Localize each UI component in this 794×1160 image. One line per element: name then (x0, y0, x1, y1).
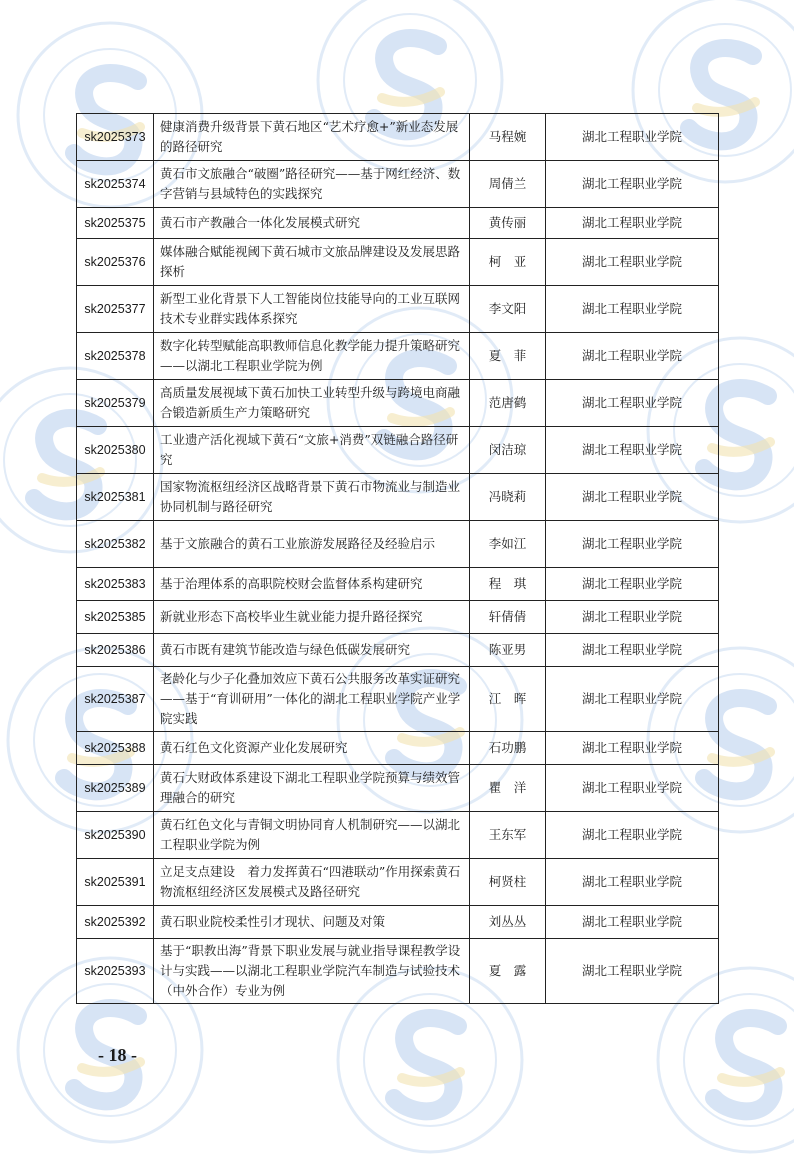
institution-cell: 湖北工程职业学院 (546, 568, 719, 601)
institution-cell: 湖北工程职业学院 (546, 427, 719, 474)
researcher-name-cell: 柯贤柱 (470, 859, 546, 906)
institution-cell: 湖北工程职业学院 (546, 732, 719, 765)
project-id-cell: sk2025379 (77, 380, 154, 427)
project-id-cell: sk2025390 (77, 812, 154, 859)
project-title-cell: 媒体融合赋能视阈下黄石城市文旅品牌建设及发展思路探析 (154, 239, 470, 286)
institution-cell: 湖北工程职业学院 (546, 906, 719, 939)
project-id-cell: sk2025386 (77, 634, 154, 667)
project-id-cell: sk2025374 (77, 161, 154, 208)
table-row (77, 239, 719, 286)
project-title-cell: 基于“职教出海”背景下职业发展与就业指导课程教学设计与实践——以湖北工程职业学院汽车制造与试验技术（中外合作）专业为例 (154, 939, 470, 1004)
institution-cell: 湖北工程职业学院 (546, 474, 719, 521)
project-id-cell: sk2025377 (77, 286, 154, 333)
researcher-name-cell: 石功鹏 (470, 732, 546, 765)
project-id-cell: sk2025376 (77, 239, 154, 286)
researcher-name-cell: 周倩兰 (470, 161, 546, 208)
table-row (77, 732, 719, 765)
table-row (77, 939, 719, 1004)
project-title-cell: 国家物流枢纽经济区战略背景下黄石市物流业与制造业协同机制与路径研究 (154, 474, 470, 521)
researcher-name-cell: 李如江 (470, 521, 546, 568)
project-id-cell: sk2025383 (77, 568, 154, 601)
project-title-cell: 黄石红色文化与青铜文明协同育人机制研究——以湖北工程职业学院为例 (154, 812, 470, 859)
table-row (77, 568, 719, 601)
project-title-cell: 基于治理体系的高职院校财会监督体系构建研究 (154, 568, 470, 601)
table-body (77, 114, 719, 1004)
project-id-cell: sk2025391 (77, 859, 154, 906)
project-id-cell: sk2025380 (77, 427, 154, 474)
project-title-cell: 黄石市文旅融合“破圈”路径研究——基于网红经济、数字营销与县域特色的实践探究 (154, 161, 470, 208)
researcher-name-cell: 江 晖 (470, 667, 546, 732)
table-row (77, 667, 719, 732)
researcher-name-cell: 闵洁琼 (470, 427, 546, 474)
institution-cell: 湖北工程职业学院 (546, 939, 719, 1004)
researcher-name-cell: 陈亚男 (470, 634, 546, 667)
project-id-cell: sk2025381 (77, 474, 154, 521)
researcher-name-cell: 冯晓莉 (470, 474, 546, 521)
researcher-name-cell: 刘丛丛 (470, 906, 546, 939)
table-row (77, 859, 719, 906)
institution-cell: 湖北工程职业学院 (546, 333, 719, 380)
table-row (77, 474, 719, 521)
researcher-name-cell: 夏 露 (470, 939, 546, 1004)
project-title-cell: 老龄化与少子化叠加效应下黄石公共服务改革实证研究——基于“育训研用”一体化的湖北工程职业学院产业学院实践 (154, 667, 470, 732)
project-id-cell: sk2025393 (77, 939, 154, 1004)
project-title-cell: 健康消费升级背景下黄石地区“艺术疗愈+”新业态发展的路径研究 (154, 114, 470, 161)
institution-cell: 湖北工程职业学院 (546, 601, 719, 634)
researcher-name-cell: 范唐鹤 (470, 380, 546, 427)
table-row (77, 521, 719, 568)
project-title-cell: 新就业形态下高校毕业生就业能力提升路径探究 (154, 601, 470, 634)
project-title-cell: 黄石市产教融合一体化发展模式研究 (154, 208, 470, 239)
project-title-cell: 黄石市既有建筑节能改造与绿色低碳发展研究 (154, 634, 470, 667)
institution-cell: 湖北工程职业学院 (546, 208, 719, 239)
institution-cell: 湖北工程职业学院 (546, 380, 719, 427)
institution-cell: 湖北工程职业学院 (546, 667, 719, 732)
researcher-name-cell: 夏 菲 (470, 333, 546, 380)
project-title-cell: 立足支点建设 着力发挥黄石“四港联动”作用探索黄石物流枢纽经济区发展模式及路径研究 (154, 859, 470, 906)
researcher-name-cell: 程 琪 (470, 568, 546, 601)
institution-cell: 湖北工程职业学院 (546, 859, 719, 906)
table-row (77, 380, 719, 427)
institution-cell: 湖北工程职业学院 (546, 765, 719, 812)
table-row (77, 634, 719, 667)
institution-cell: 湖北工程职业学院 (546, 286, 719, 333)
institution-cell: 湖北工程职业学院 (546, 239, 719, 286)
project-id-cell: sk2025375 (77, 208, 154, 239)
project-id-cell: sk2025392 (77, 906, 154, 939)
project-id-cell: sk2025373 (77, 114, 154, 161)
project-id-cell: sk2025389 (77, 765, 154, 812)
table-row (77, 114, 719, 161)
project-table (76, 113, 719, 1004)
table-row (77, 812, 719, 859)
project-title-cell: 黄石大财政体系建设下湖北工程职业学院预算与绩效管理融合的研究 (154, 765, 470, 812)
project-title-cell: 工业遗产活化视域下黄石“文旅+消费”双链融合路径研究 (154, 427, 470, 474)
project-title-cell: 基于文旅融合的黄石工业旅游发展路径及经验启示 (154, 521, 470, 568)
page-number: - 18 - (98, 1045, 137, 1065)
table-row (77, 286, 719, 333)
project-id-cell: sk2025382 (77, 521, 154, 568)
table-row (77, 906, 719, 939)
table-row (77, 333, 719, 380)
table-row (77, 765, 719, 812)
institution-cell: 湖北工程职业学院 (546, 812, 719, 859)
project-title-cell: 高质量发展视域下黄石加快工业转型升级与跨境电商融合锻造新质生产力策略研究 (154, 380, 470, 427)
researcher-name-cell: 马程婉 (470, 114, 546, 161)
researcher-name-cell: 柯 亚 (470, 239, 546, 286)
project-id-cell: sk2025378 (77, 333, 154, 380)
researcher-name-cell: 瞿 洋 (470, 765, 546, 812)
project-title-cell: 黄石职业院校柔性引才现状、问题及对策 (154, 906, 470, 939)
project-title-cell: 黄石红色文化资源产业化发展研究 (154, 732, 470, 765)
institution-cell: 湖北工程职业学院 (546, 521, 719, 568)
researcher-name-cell: 李文阳 (470, 286, 546, 333)
project-id-cell: sk2025388 (77, 732, 154, 765)
table-row (77, 601, 719, 634)
institution-cell: 湖北工程职业学院 (546, 161, 719, 208)
institution-cell: 湖北工程职业学院 (546, 634, 719, 667)
project-id-cell: sk2025387 (77, 667, 154, 732)
project-title-cell: 数字化转型赋能高职教师信息化教学能力提升策略研究——以湖北工程职业学院为例 (154, 333, 470, 380)
project-title-cell: 新型工业化背景下人工智能岗位技能导向的工业互联网技术专业群实践体系探究 (154, 286, 470, 333)
researcher-name-cell: 黄传丽 (470, 208, 546, 239)
project-id-cell: sk2025385 (77, 601, 154, 634)
table-row (77, 427, 719, 474)
institution-cell: 湖北工程职业学院 (546, 114, 719, 161)
table-row (77, 208, 719, 239)
researcher-name-cell: 王东军 (470, 812, 546, 859)
table-row (77, 161, 719, 208)
researcher-name-cell: 轩倩倩 (470, 601, 546, 634)
